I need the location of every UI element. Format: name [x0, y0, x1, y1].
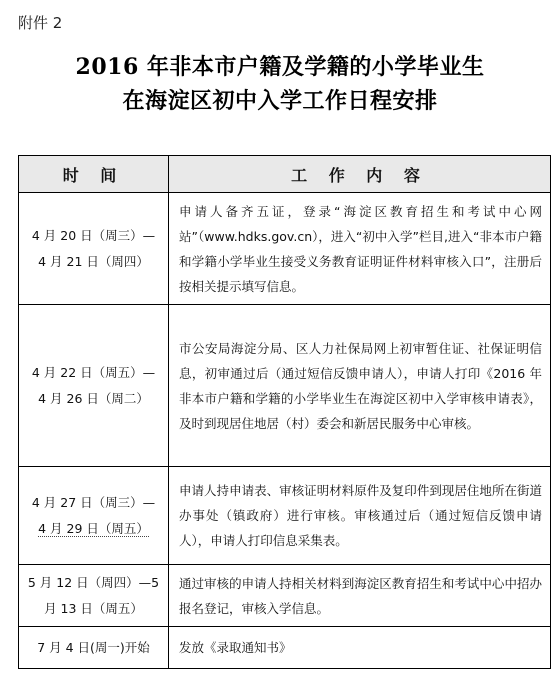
time-line: 4 月 26 日（周二）: [38, 390, 149, 406]
header-time: 时 间: [19, 156, 169, 193]
document-title-line-1: 2016 年非本市户籍及学籍的小学毕业生: [75, 54, 485, 80]
time-line: 月 13 日（周五）: [44, 600, 143, 616]
time-line: [20, 516, 167, 542]
content-cell: 发放《录取通知书》: [169, 627, 551, 669]
time-line: 4 月 27 日（周三）—: [31, 494, 156, 510]
time-line-text: 4 月 29 日（周五）: [38, 520, 149, 536]
time-line: 5 月 12 日（周四）—5: [27, 574, 160, 590]
time-line: 4 月 20 日（周三）—: [31, 227, 156, 243]
table-header-row: [19, 156, 551, 193]
time-cell: [19, 193, 169, 305]
time-cell: [19, 467, 169, 565]
schedule-table: [18, 155, 551, 669]
table-row: [19, 565, 551, 627]
content-cell: 申请人持申请表、审核证明材料原件及复印件到现居住地所在街道办事处（镇政府）进行审核。审核通过后（通过短信反馈申请人），申请人打印信息采集表。: [169, 467, 551, 565]
time-line: 4 月 22 日（周五）—: [31, 364, 156, 380]
document-title-line-2: 在海淀区初中入学工作日程安排: [122, 88, 438, 114]
content-cell: 申请人备齐五证，登录“海淀区教育招生和考试中心网站”（www.hdks.gov.cn），进入“初中入学”栏目,进入“非本市户籍和学籍小学毕业生接受义务教育证明证件材料审核入口”，注册后按相关提示填写信息。: [169, 193, 551, 305]
time-line: 4 月 21 日（周四）: [38, 253, 149, 269]
time-cell: [19, 627, 169, 669]
time-line: 7 月 4 日(周一)开始: [37, 639, 150, 655]
content-cell: 通过审核的申请人持相关材料到海淀区教育招生和考试中心中招办报名登记，审核入学信息。: [169, 565, 551, 627]
table-row: [19, 193, 551, 305]
time-cell: [19, 565, 169, 627]
header-content: 工 作 内 容: [169, 156, 551, 193]
time-cell: [19, 305, 169, 467]
content-cell: 市公安局海淀分局、区人力社保局网上初审暂住证、社保证明信息，初审通过后（通过短信反馈申请人），申请人打印《2016 年非本市户籍和学籍的小学毕业生在海淀区初中入学审核申请表》，及时到现居住地居（村）委会和新居民服务中心审核。: [169, 305, 551, 467]
table-row: [19, 305, 551, 467]
attachment-label: 附件 2: [18, 14, 63, 32]
table-row: [19, 467, 551, 565]
table-row: [19, 627, 551, 669]
